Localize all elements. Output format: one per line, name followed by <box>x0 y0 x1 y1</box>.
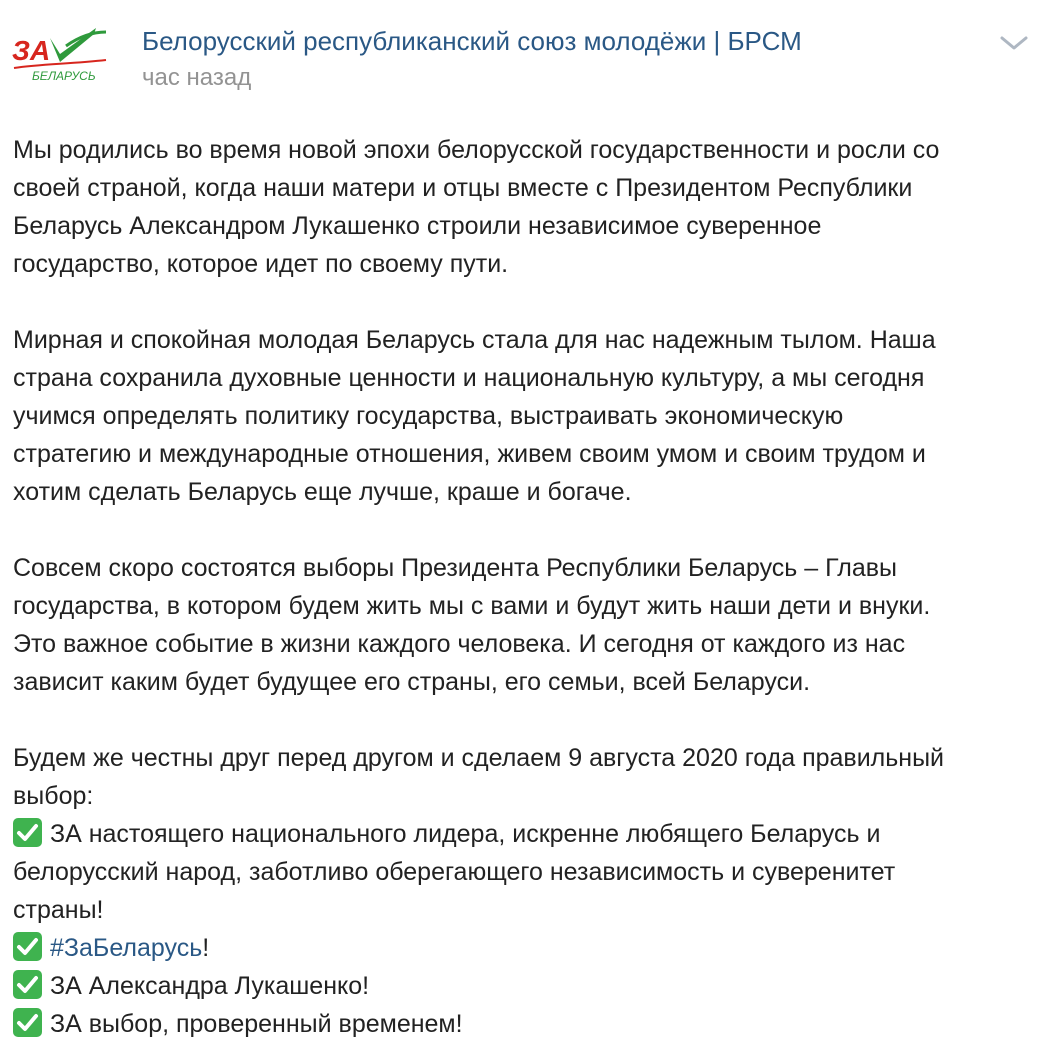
author-name-link[interactable]: Белорусский республиканский союз молодёжи | БРСМ <box>142 26 802 56</box>
text-line: учимся определять политику государства, выстраивать экономическую <box>13 402 844 430</box>
text-line: выбор: <box>13 782 94 810</box>
list-item <box>13 967 1043 1005</box>
text-line: страны! <box>13 896 104 924</box>
check-mark-button-icon <box>13 932 42 961</box>
paragraph-1 <box>13 131 1043 283</box>
text-line: хотим сделать Беларусь еще лучше, краше и богаче. <box>13 478 632 506</box>
text-line: белорусский народ, заботливо оберегающего независимость и суверенитет <box>13 858 896 886</box>
list-item-text: ЗА Александра Лукашенко! <box>50 972 370 1000</box>
text-line: стратегию и международные отношения, живем своим умом и своим трудом и <box>13 440 926 468</box>
paragraph-3 <box>13 549 1043 701</box>
text-line: Будем же честны друг перед другом и сделаем 9 августа 2020 года правильный <box>13 744 945 772</box>
list-item <box>13 1005 1043 1043</box>
text-line: своей страной, когда наши матери и отцы вместе с Президентом Республики <box>13 174 913 202</box>
check-mark-button-icon <box>13 1008 42 1037</box>
list-item <box>13 815 1043 853</box>
check-mark-button-icon <box>13 970 42 999</box>
chevron-down-icon[interactable] <box>996 30 1032 54</box>
text-line: государства, в котором будем жить мы с вами и будут жить наши дети и внуки. <box>13 592 931 620</box>
post-text <box>13 131 1043 1043</box>
text-line: Беларусь Александром Лукашенко строили независимое суверенное <box>13 212 822 240</box>
post-time[interactable]: час назад <box>142 64 252 91</box>
hashtag-link[interactable]: #ЗаБеларусь <box>50 934 203 962</box>
svg-text:ЗА: ЗА <box>12 35 51 66</box>
check-mark-button-icon <box>13 818 42 847</box>
text-line: Это важное событие в жизни каждого человека. И сегодня от каждого из нас <box>13 630 906 658</box>
text-line: государство, которое идет по своему пути. <box>13 250 509 278</box>
closing-block <box>13 739 1043 1043</box>
svg-text:БЕЛАРУСЬ: БЕЛАРУСЬ <box>32 69 96 83</box>
text-line: Мы родились во время новой эпохи белорусской государственности и росли со <box>13 136 940 164</box>
list-item-text: ЗА настоящего национального лидера, искренне любящего Беларусь и <box>50 820 881 848</box>
text-line: зависит каким будет будущее его страны, его семьи, всей Беларуси. <box>13 668 811 696</box>
text-line: страна сохранила духовные ценности и национальную культуру, а мы сегодня <box>13 364 925 392</box>
text-line: Мирная и спокойная молодая Беларусь стала для нас надежным тылом. Наша <box>13 326 936 354</box>
list-item <box>13 929 1043 967</box>
list-item-text: ЗА выбор, проверенный временем! <box>50 1010 463 1038</box>
text-line: Совсем скоро состоятся выборы Президента Республики Беларусь – Главы <box>13 554 897 582</box>
list-item-suffix: ! <box>202 934 210 962</box>
post-header <box>0 0 1054 110</box>
paragraph-2 <box>13 321 1043 511</box>
brsm-logo-avatar[interactable] <box>10 24 110 84</box>
